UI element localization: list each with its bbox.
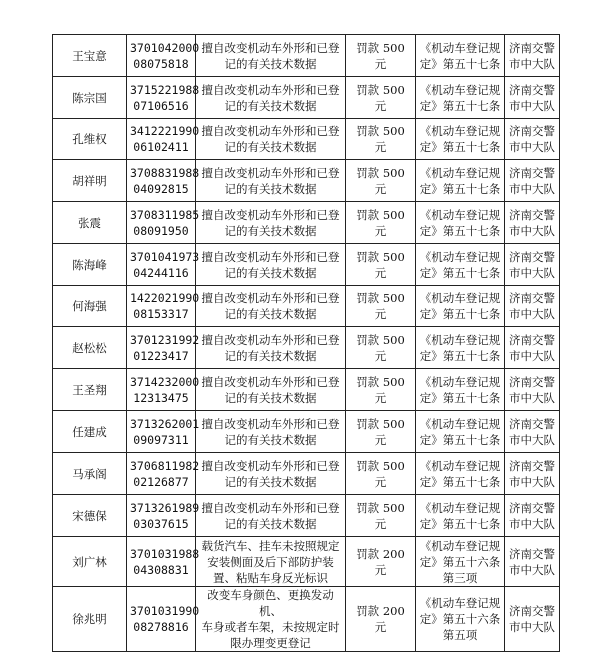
table-row (53, 286, 560, 327)
legal-basis-cell-line: 定》第五十七条 (419, 432, 501, 447)
legal-basis-cell-line: 定》第五十七条 (419, 307, 501, 321)
penalty-cell: 罚款 500 元 (346, 77, 416, 119)
name-cell: 宋德保 (53, 495, 127, 537)
violation-cell (196, 327, 346, 369)
legal-basis-cell (416, 369, 505, 411)
violation-cell-line: 记的有关技术数据 (224, 432, 317, 447)
id-number-cell (127, 286, 200, 327)
enforcement-unit-cell (505, 537, 560, 587)
id-number-cell-line: 07106516 (133, 98, 189, 113)
violation-cell-line: 记的有关技术数据 (224, 516, 317, 531)
id-number-cell-line: 06102411 (133, 140, 189, 154)
name-cell: 赵松松 (53, 327, 127, 369)
enforcement-unit-cell-line: 济南交警 (509, 40, 555, 55)
legal-basis-cell-line: 《机动车登记规 (419, 416, 501, 431)
enforcement-unit-cell-line: 市中大队 (509, 265, 555, 280)
enforcement-unit-cell-line: 济南交警 (509, 374, 555, 389)
legal-basis-cell (416, 286, 505, 327)
violation-cell-line: 擅自改变机动车外形和已登 (201, 165, 340, 180)
id-number-cell (127, 160, 200, 202)
id-number-cell (127, 77, 200, 119)
violation-cell (196, 160, 346, 202)
id-number-cell (127, 202, 200, 244)
enforcement-unit-cell-line: 市中大队 (509, 181, 555, 196)
enforcement-unit-cell (505, 327, 560, 369)
legal-basis-cell (416, 537, 505, 587)
id-number-cell-line: 09097311 (133, 432, 189, 447)
penalty-cell: 罚款 500 元 (346, 286, 416, 327)
legal-basis-cell-line: 定》第五十七条 (419, 265, 501, 280)
id-number-cell-line: 08091950 (133, 223, 189, 238)
name-cell: 陈宗国 (53, 77, 127, 119)
id-number-cell-line: 3715221988 (130, 82, 200, 97)
penalty-records-table (52, 34, 560, 652)
legal-basis-cell-line: 《机动车登记规 (419, 332, 501, 347)
id-number-cell (127, 327, 200, 369)
enforcement-unit-cell-line: 济南交警 (509, 249, 555, 264)
table-row (53, 537, 560, 587)
legal-basis-cell (416, 453, 505, 495)
violation-cell (196, 411, 346, 453)
violation-cell (196, 244, 346, 286)
id-number-cell (127, 411, 200, 453)
table-row (53, 160, 560, 202)
violation-cell-line: 记的有关技术数据 (224, 265, 317, 280)
name-cell: 徐兆明 (53, 587, 127, 652)
enforcement-unit-cell-line: 济南交警 (509, 291, 555, 305)
legal-basis-cell (416, 244, 505, 286)
id-number-cell-line: 3713261989 (130, 500, 200, 515)
enforcement-unit-cell-line: 市中大队 (509, 348, 555, 363)
violation-cell (196, 35, 346, 77)
violation-cell-line: 擅自改变机动车外形和已登 (201, 374, 340, 389)
legal-basis-cell-line: 定》第五十七条 (419, 140, 501, 154)
enforcement-unit-cell (505, 35, 560, 77)
penalty-cell: 罚款 500 元 (346, 495, 416, 537)
penalty-cell: 罚款 500 元 (346, 411, 416, 453)
penalty-cell: 罚款 500 元 (346, 453, 416, 495)
enforcement-unit-cell-line: 市中大队 (509, 432, 555, 447)
name-cell: 任建成 (53, 411, 127, 453)
legal-basis-cell-line: 定》第五十六条 (419, 554, 501, 569)
enforcement-unit-cell-line: 济南交警 (509, 458, 555, 473)
legal-basis-cell-line: 《机动车登记规 (419, 207, 501, 222)
enforcement-unit-cell-line: 济南交警 (509, 82, 555, 97)
enforcement-unit-cell-line: 济南交警 (509, 124, 555, 138)
enforcement-unit-cell-line: 市中大队 (509, 474, 555, 489)
legal-basis-cell (416, 77, 505, 119)
violation-cell (196, 202, 346, 244)
violation-cell-line: 擅自改变机动车外形和已登 (201, 124, 340, 138)
legal-basis-cell-line: 《机动车登记规 (419, 124, 501, 138)
penalty-cell: 罚款 500 元 (346, 327, 416, 369)
penalty-cell: 罚款 500 元 (346, 202, 416, 244)
legal-basis-cell-line: 《机动车登记规 (419, 165, 501, 180)
table-row (53, 327, 560, 369)
enforcement-unit-cell-line: 济南交警 (509, 207, 555, 222)
legal-basis-cell-line: 定》第五十七条 (419, 56, 501, 71)
enforcement-unit-cell-line: 市中大队 (509, 390, 555, 405)
legal-basis-cell (416, 495, 505, 537)
id-number-cell-line: 08153317 (133, 307, 189, 321)
enforcement-unit-cell-line: 市中大队 (509, 56, 555, 71)
enforcement-unit-cell-line: 济南交警 (509, 332, 555, 347)
violation-cell-line: 车身或者车架，未按规定时 (201, 620, 340, 634)
violation-cell (196, 495, 346, 537)
id-number-cell-line: 3714232000 (130, 374, 200, 389)
enforcement-unit-cell (505, 77, 560, 119)
legal-basis-cell-line: 《机动车登记规 (419, 458, 501, 473)
table-row (53, 35, 560, 77)
enforcement-unit-cell-line: 市中大队 (509, 223, 555, 238)
legal-basis-cell (416, 327, 505, 369)
violation-cell-line: 记的有关技术数据 (224, 348, 317, 363)
legal-basis-cell-line: 《机动车登记规 (419, 538, 501, 553)
violation-cell-line: 擅自改变机动车外形和已登 (201, 207, 340, 222)
penalty-cell: 罚款 500 元 (346, 244, 416, 286)
id-number-cell-line: 12313475 (133, 390, 189, 405)
table-row (53, 244, 560, 286)
violation-cell-line: 记的有关技术数据 (224, 140, 317, 154)
violation-cell-line: 记的有关技术数据 (224, 56, 317, 71)
violation-cell-line: 擅自改变机动车外形和已登 (201, 249, 340, 264)
violation-cell-line: 擅自改变机动车外形和已登 (201, 40, 340, 55)
id-number-cell-line: 3412221990 (130, 124, 200, 138)
id-number-cell-line: 04092815 (133, 181, 189, 196)
id-number-cell-line: 3713262001 (130, 416, 200, 431)
enforcement-unit-cell-line: 济南交警 (509, 604, 555, 618)
legal-basis-cell-line: 第五项 (442, 628, 478, 642)
legal-basis-cell-line: 《机动车登记规 (419, 40, 501, 55)
penalty-cell: 罚款 500 元 (346, 369, 416, 411)
violation-cell-line: 限办理变更登记 (230, 636, 311, 650)
violation-cell-line: 记的有关技术数据 (224, 307, 317, 321)
legal-basis-cell-line: 定》第五十七条 (419, 516, 501, 531)
violation-cell-line: 擅自改变机动车外形和已登 (201, 82, 340, 97)
violation-cell-line: 载货汽车、挂车未按照规定 (201, 538, 340, 553)
legal-basis-cell-line: 《机动车登记规 (419, 596, 501, 610)
table-row (53, 202, 560, 244)
id-number-cell-line: 01223417 (133, 348, 189, 363)
violation-cell (196, 587, 346, 652)
legal-basis-cell-line: 第三项 (442, 570, 478, 585)
legal-basis-cell-line: 《机动车登记规 (419, 82, 501, 97)
violation-cell-line: 置、粘贴车身反光标识 (213, 570, 328, 585)
violation-cell-line: 记的有关技术数据 (224, 181, 317, 196)
violation-cell-line: 记的有关技术数据 (224, 223, 317, 238)
enforcement-unit-cell (505, 119, 560, 160)
id-number-cell-line: 3701031990 (130, 604, 200, 618)
enforcement-unit-cell-line: 济南交警 (509, 500, 555, 515)
violation-cell (196, 537, 346, 587)
violation-cell (196, 119, 346, 160)
id-number-cell (127, 369, 200, 411)
legal-basis-cell-line: 定》第五十七条 (419, 348, 501, 363)
legal-basis-cell-line: 《机动车登记规 (419, 500, 501, 515)
legal-basis-cell-line: 定》第五十六条 (419, 612, 501, 626)
legal-basis-cell (416, 35, 505, 77)
legal-basis-cell (416, 411, 505, 453)
legal-basis-cell (416, 587, 505, 652)
legal-basis-cell-line: 定》第五十七条 (419, 223, 501, 238)
enforcement-unit-cell-line: 市中大队 (509, 516, 555, 531)
violation-cell (196, 286, 346, 327)
legal-basis-cell (416, 202, 505, 244)
violation-cell-line: 擅自改变机动车外形和已登 (201, 458, 340, 473)
id-number-cell-line: 04308831 (133, 562, 189, 577)
enforcement-unit-cell (505, 244, 560, 286)
legal-basis-cell (416, 119, 505, 160)
violation-cell (196, 453, 346, 495)
table-row (53, 495, 560, 537)
violation-cell-line: 记的有关技术数据 (224, 474, 317, 489)
enforcement-unit-cell-line: 济南交警 (509, 416, 555, 431)
name-cell: 陈海峰 (53, 244, 127, 286)
violation-cell-line: 记的有关技术数据 (224, 390, 317, 405)
id-number-cell (127, 244, 200, 286)
enforcement-unit-cell (505, 453, 560, 495)
table-row (53, 411, 560, 453)
violation-cell-line: 擅自改变机动车外形和已登 (201, 500, 340, 515)
legal-basis-cell-line: 《机动车登记规 (419, 249, 501, 264)
id-number-cell-line: 3708831988 (130, 165, 200, 180)
id-number-cell-line: 3706811982 (130, 458, 200, 473)
legal-basis-cell-line: 定》第五十七条 (419, 98, 501, 113)
legal-basis-cell-line: 定》第五十七条 (419, 181, 501, 196)
violation-cell (196, 77, 346, 119)
table-row (53, 119, 560, 160)
violation-cell-line: 安装侧面及后下部防护装 (207, 554, 334, 569)
enforcement-unit-cell (505, 369, 560, 411)
enforcement-unit-cell (505, 587, 560, 652)
table-row (53, 77, 560, 119)
id-number-cell-line: 03037615 (133, 516, 189, 531)
name-cell: 张震 (53, 202, 127, 244)
enforcement-unit-cell-line: 市中大队 (509, 307, 555, 321)
penalty-cell: 罚款 500 元 (346, 35, 416, 77)
id-number-cell (127, 587, 200, 652)
id-number-cell-line: 3701031988 (130, 546, 200, 561)
violation-cell (196, 369, 346, 411)
name-cell: 何海强 (53, 286, 127, 327)
id-number-cell-line: 3701042000 (130, 40, 200, 55)
id-number-cell-line: 04244116 (133, 265, 189, 280)
enforcement-unit-cell-line: 济南交警 (509, 546, 555, 561)
id-number-cell-line: 08075818 (133, 56, 189, 71)
name-cell: 胡祥明 (53, 160, 127, 202)
enforcement-unit-cell (505, 160, 560, 202)
id-number-cell (127, 35, 200, 77)
legal-basis-cell (416, 160, 505, 202)
name-cell: 孔维权 (53, 119, 127, 160)
name-cell: 王圣翔 (53, 369, 127, 411)
violation-cell-line: 记的有关技术数据 (224, 98, 317, 113)
id-number-cell (127, 453, 200, 495)
penalty-cell: 罚款 500 元 (346, 160, 416, 202)
table-row (53, 587, 560, 652)
legal-basis-cell-line: 《机动车登记规 (419, 374, 501, 389)
id-number-cell-line: 3701231992 (130, 332, 200, 347)
id-number-cell-line: 1422021990 (130, 291, 200, 305)
id-number-cell-line: 02126877 (133, 474, 189, 489)
penalty-cell: 罚款 200 元 (346, 587, 416, 652)
violation-cell-line: 擅自改变机动车外形和已登 (201, 416, 340, 431)
enforcement-unit-cell-line: 市中大队 (509, 620, 555, 634)
records-table-body (53, 35, 560, 652)
id-number-cell-line: 08278816 (133, 620, 189, 634)
violation-cell-line: 擅自改变机动车外形和已登 (201, 332, 340, 347)
table-row (53, 369, 560, 411)
violation-cell-line: 改变车身颜色、更换发动机、 (207, 588, 334, 618)
id-number-cell (127, 119, 200, 160)
violation-cell-line: 擅自改变机动车外形和已登 (201, 291, 340, 305)
enforcement-unit-cell-line: 市中大队 (509, 140, 555, 154)
name-cell: 刘广林 (53, 537, 127, 587)
enforcement-unit-cell-line: 市中大队 (509, 562, 555, 577)
id-number-cell (127, 537, 200, 587)
enforcement-unit-cell (505, 202, 560, 244)
penalty-cell: 罚款 500 元 (346, 119, 416, 160)
id-number-cell (127, 495, 200, 537)
enforcement-unit-cell-line: 市中大队 (509, 98, 555, 113)
legal-basis-cell-line: 《机动车登记规 (419, 291, 501, 305)
enforcement-unit-cell (505, 495, 560, 537)
enforcement-unit-cell (505, 411, 560, 453)
id-number-cell-line: 3701041973 (130, 249, 200, 264)
enforcement-unit-cell (505, 286, 560, 327)
legal-basis-cell-line: 定》第五十七条 (419, 474, 501, 489)
id-number-cell-line: 3708311985 (130, 207, 200, 222)
enforcement-unit-cell-line: 济南交警 (509, 165, 555, 180)
legal-basis-cell-line: 定》第五十七条 (419, 390, 501, 405)
name-cell: 王宝意 (53, 35, 127, 77)
penalty-cell: 罚款 200 元 (346, 537, 416, 587)
name-cell: 马承阁 (53, 453, 127, 495)
table-row (53, 453, 560, 495)
